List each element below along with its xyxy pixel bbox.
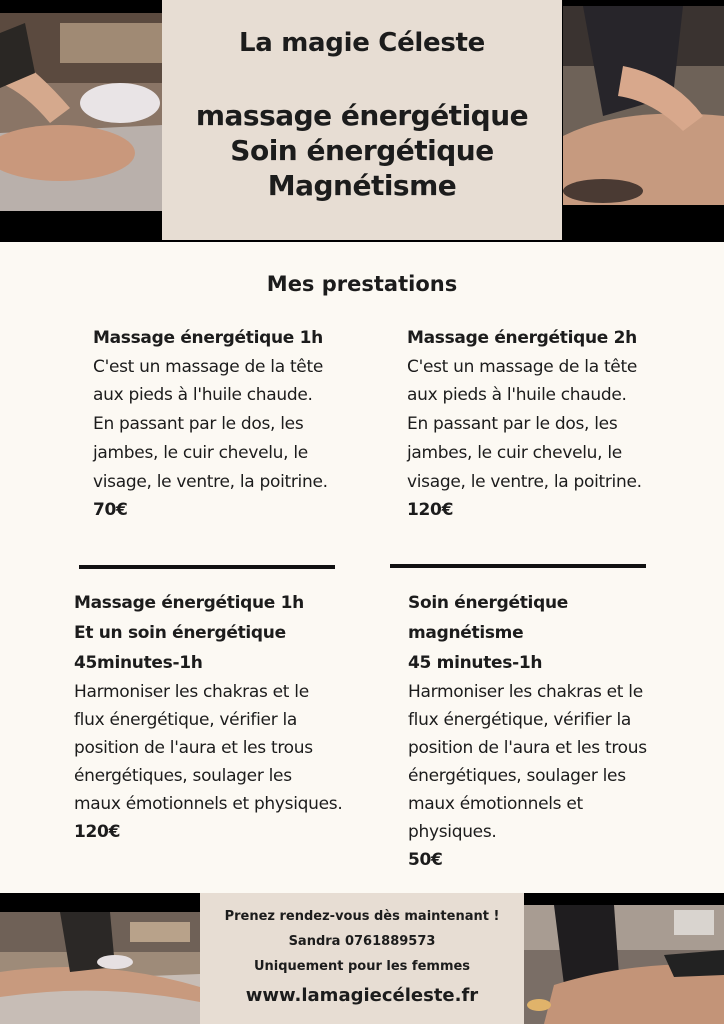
- service-name: Massage énergétique 2h: [407, 328, 637, 348]
- service-description-line: jambes, le cuir chevelu, le: [407, 442, 622, 463]
- massage-photo-back-room: [524, 905, 724, 1024]
- massage-photo-back: [563, 6, 724, 205]
- section-title: Mes prestations: [266, 272, 458, 296]
- service-description-line: En passant par le dos, les: [93, 414, 304, 435]
- service-description-line: aux pieds à l'huile chaude.: [407, 385, 627, 406]
- service-name: magnétisme: [408, 623, 524, 643]
- service-card: [74, 588, 374, 846]
- headline-line: Soin énergétique: [230, 134, 494, 167]
- service-name: Et un soin énergétique: [74, 623, 286, 643]
- service-name: Soin énergétique: [408, 593, 568, 613]
- title-panel: [162, 0, 562, 240]
- divider: [79, 565, 335, 569]
- service-description-line: Harmoniser les chakras et le: [408, 682, 643, 702]
- massage-photo-feet: [0, 13, 162, 211]
- massage-photo-legs: [0, 912, 200, 1024]
- call-to-action: Prenez rendez-vous dès maintenant !: [224, 909, 500, 924]
- service-price: 70€: [93, 500, 128, 521]
- contact-panel: [200, 893, 524, 1024]
- service-card: [93, 324, 363, 525]
- service-description-line: visage, le ventre, la poitrine.: [93, 471, 328, 492]
- service-name: Massage énergétique 1h: [74, 593, 304, 613]
- service-description-line: C'est un massage de la tête: [93, 356, 323, 377]
- service-description-line: visage, le ventre, la poitrine.: [407, 471, 642, 492]
- service-description-line: énergétiques, soulager les: [408, 766, 626, 786]
- service-description-line: En passant par le dos, les: [407, 414, 618, 435]
- service-price: 120€: [74, 822, 121, 842]
- service-duration: 45minutes-1h: [74, 653, 203, 673]
- service-description-line: maux émotionnels et: [408, 794, 583, 814]
- service-card: [408, 588, 678, 874]
- service-description-line: aux pieds à l'huile chaude.: [93, 385, 313, 406]
- divider: [390, 564, 646, 568]
- service-duration: 45 minutes-1h: [408, 653, 543, 673]
- service-description-line: position de l'aura et les trous: [74, 738, 313, 758]
- service-description-line: maux émotionnels et physiques.: [74, 794, 343, 814]
- service-name: Massage énergétique 1h: [93, 328, 323, 348]
- service-description-line: flux énergétique, vérifier la: [408, 710, 632, 730]
- services-headline: [162, 98, 562, 203]
- service-description-line: flux énergétique, vérifier la: [74, 710, 298, 730]
- website-link[interactable]: www.lamagiecéleste.fr: [245, 985, 479, 1006]
- headline-line: Magnétisme: [267, 169, 457, 202]
- brand-title: La magie Céleste: [238, 28, 485, 58]
- service-description-line: Harmoniser les chakras et le: [74, 682, 309, 702]
- service-price: 50€: [408, 850, 443, 870]
- service-description-line: énergétiques, soulager les: [74, 766, 292, 786]
- service-description-line: C'est un massage de la tête: [407, 356, 637, 377]
- service-description-line: physiques.: [408, 822, 497, 842]
- service-card: [407, 324, 697, 525]
- service-description-line: jambes, le cuir chevelu, le: [93, 442, 308, 463]
- service-price: 120€: [407, 500, 454, 521]
- audience-note: Uniquement pour les femmes: [253, 959, 471, 974]
- headline-line: massage énergétique: [195, 99, 529, 132]
- contact-phone: Sandra 0761889573: [288, 934, 436, 949]
- service-description-line: position de l'aura et les trous: [408, 738, 647, 758]
